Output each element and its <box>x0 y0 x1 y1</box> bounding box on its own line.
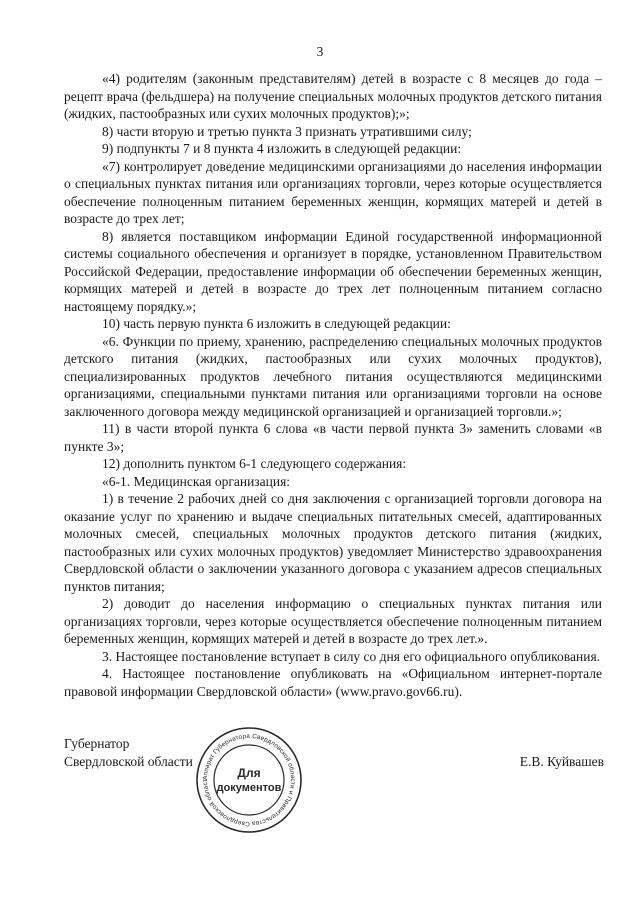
paragraph: 8) части вторую и третью пункта 3 признать утратившими силу; <box>102 123 472 139</box>
seal-center-text: документов <box>216 782 282 794</box>
paragraph: 10) часть первую пункта 6 изложить в следующей редакции: <box>102 316 451 331</box>
signature-block <box>64 732 604 855</box>
signatory-title-line: Губернатор <box>64 736 130 751</box>
paragraph: 4. Настоящее постановление опубликовать на «Официальном интернет-портале правовой информации Свердловской области» (www.pravo.gov66.ru). <box>64 666 602 699</box>
paragraph: 2) доводит до населения информацию о специальных пунктах питания или организациях торговли, через которые осуществляется обеспечение полноценным питанием беременных женщин, кормящих матерей и детей в возрасте до трех лет.». <box>64 596 602 646</box>
paragraph: «4) родителям (законным представителям) детей в возрасте с 8 месяцев до года – рецепт врача (фельдшера) на получение специальных молочных продуктов детского питания (жидких, пастообразных или сухих молочных продуктов);»; <box>64 71 602 121</box>
paragraph: «6. Функции по приему, хранению, распределению специальных молочных продуктов детского питания (жидких, пастообразных или сухих молочных продуктов), специализированных продуктов лечебного питания осуществляются медицинскими организациями, специальными пунктами питания или организациями торговли на основе заключенного договора между медицинской организацией и организацией торговли.»; <box>64 333 602 419</box>
document-body <box>64 70 602 700</box>
seal-center-text: Для <box>237 766 261 780</box>
official-seal-stamp <box>194 725 304 835</box>
paragraph: 11) в части второй пункта 6 слова «в части первой пункта 3» заменить словами «в пункте 3»; <box>64 421 602 454</box>
page-number: 3 <box>316 44 324 59</box>
seal-ring-text: Аппарат Губернатора Свердловской области и Правительства Свердловской област <box>201 732 297 828</box>
seal-outer-ring <box>197 728 301 832</box>
paragraph: 1) в течение 2 рабочих дней со дня заключения с организацией торговли договора на оказание услуг по хранению и выдаче специальных питательных смесей, адаптированных молочных смесей, специальных молочных продуктов детского питания (жидких, пастообразных или сухих молочных продуктов) уведомляет Министерство здравоохранения Свердловской области о заключении указанного договора с указанием адресов специальных пунктов питания; <box>64 491 602 594</box>
signatory-title <box>64 735 193 770</box>
paragraph: 9) подпункты 7 и 8 пункта 4 изложить в следующей редакции: <box>102 141 462 156</box>
paragraph: «6-1. Медицинская организация: <box>102 473 291 489</box>
seal-inner-ring <box>214 745 284 815</box>
paragraph: «7) контролирует доведение медицинскими организациями до населения информации о специальных пунктах питания или организациях торговли, через которые осуществляется обеспечение полноценным питанием беременных женщин, кормящих матерей и детей в возрасте до трех лет; <box>64 158 602 226</box>
signatory-title-line: Свердловской области <box>64 753 193 769</box>
paragraph: 3. Настоящее постановление вступает в силу со дня его официального опубликования. <box>102 648 601 664</box>
signatory-name: Е.В. Куйвашев <box>519 753 604 769</box>
paragraph: 8) является поставщиком информации Единой государственной информационной системы социального обеспечения и организует в порядке, установленном Правительством Российской Федерации, предоставление информации об обеспечении беременных женщин, кормящих матерей и детей в возрасте до трех лет полноценным питанием согласно настоящему порядку.»; <box>64 228 602 314</box>
paragraph: 12) дополнить пунктом 6-1 следующего содержания: <box>102 456 407 471</box>
